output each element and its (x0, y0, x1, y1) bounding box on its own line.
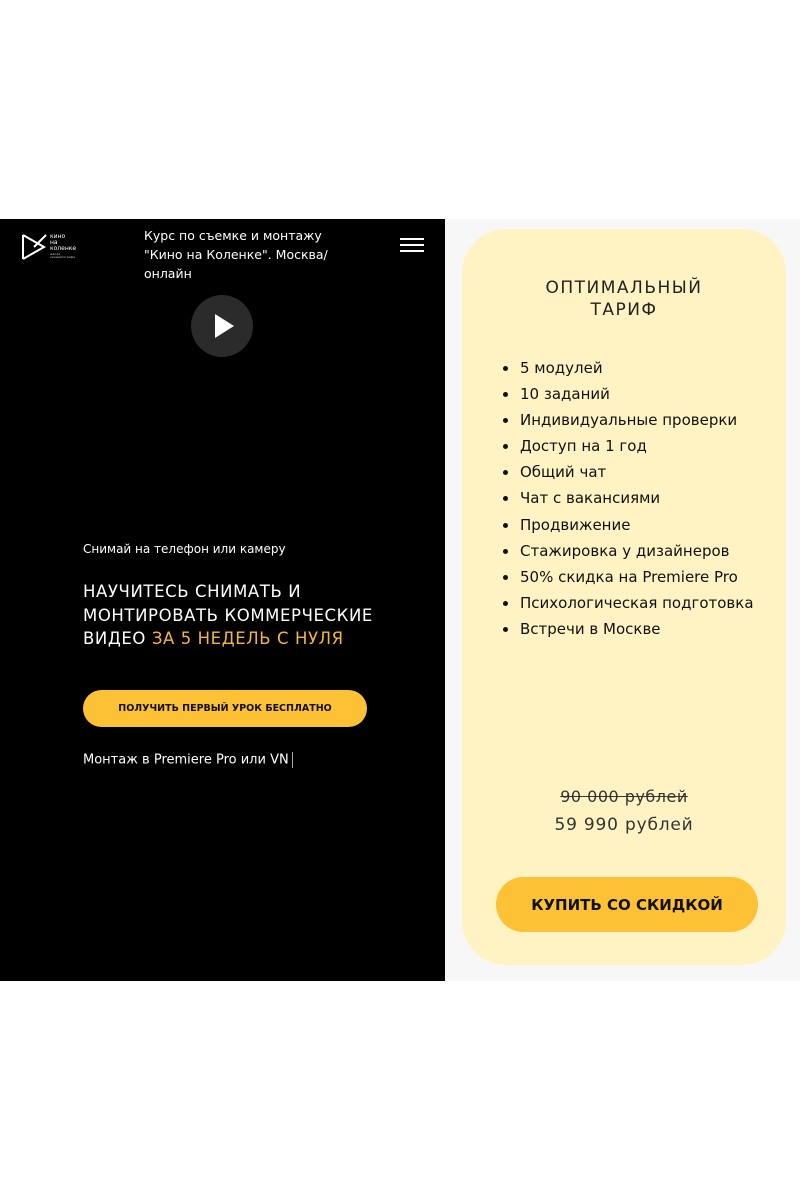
play-icon (191, 295, 253, 357)
old-price: 90 000 рублей (560, 787, 688, 806)
list-item: Индивидуальные проверки (500, 407, 754, 433)
menu-icon[interactable] (400, 238, 424, 256)
logo-icon (20, 232, 50, 262)
logo-subtext: школа кинематографа (50, 252, 75, 259)
new-price: 59 990 рублей (554, 815, 694, 835)
list-item: Психологическая подготовка (500, 590, 754, 616)
list-item: Доступ на 1 год (500, 433, 754, 459)
list-item: 5 модулей (500, 355, 754, 381)
buy-discount-button[interactable]: КУПИТЬ СО СКИДКОЙ (496, 877, 758, 932)
headline-main: НАУЧИТЕСЬ СНИМАТЬ И МОНТИРОВАТЬ КОММЕРЧЕСКИЕ ВИДЕО (83, 582, 373, 648)
list-item: 50% скидка на Premiere Pro (500, 564, 754, 590)
features-list (500, 355, 754, 642)
hero-headline (83, 580, 383, 651)
headline-accent: ЗА 5 НЕДЕЛЬ С НУЛЯ (151, 629, 344, 648)
text-cursor (292, 752, 293, 768)
free-lesson-button[interactable]: ПОЛУЧИТЬ ПЕРВЫЙ УРОК БЕСПЛАТНО (83, 690, 367, 727)
course-title: Курс по съемке и монтажу "Кино на Коленке". Москва/онлайн (144, 228, 328, 281)
editing-software-text (83, 752, 293, 768)
hero-subtitle: Снимай на телефон или камеру (83, 542, 286, 556)
list-item: Продвижение (500, 512, 754, 538)
play-button[interactable] (191, 295, 253, 357)
logo[interactable] (20, 232, 90, 262)
list-item: Общий чат (500, 459, 754, 485)
list-item: 10 заданий (500, 381, 754, 407)
editing-software-label: Монтаж в Premiere Pro или VN (83, 752, 289, 768)
tariff-title: ОПТИМАЛЬНЫЙ ТАРИФ (545, 278, 703, 320)
tariff-card (462, 229, 786, 965)
list-item: Встречи в Москве (500, 616, 754, 642)
logo-text: кино на коленке (50, 233, 77, 252)
list-item: Чат с вакансиями (500, 485, 754, 511)
list-item: Стажировка у дизайнеров (500, 538, 754, 564)
